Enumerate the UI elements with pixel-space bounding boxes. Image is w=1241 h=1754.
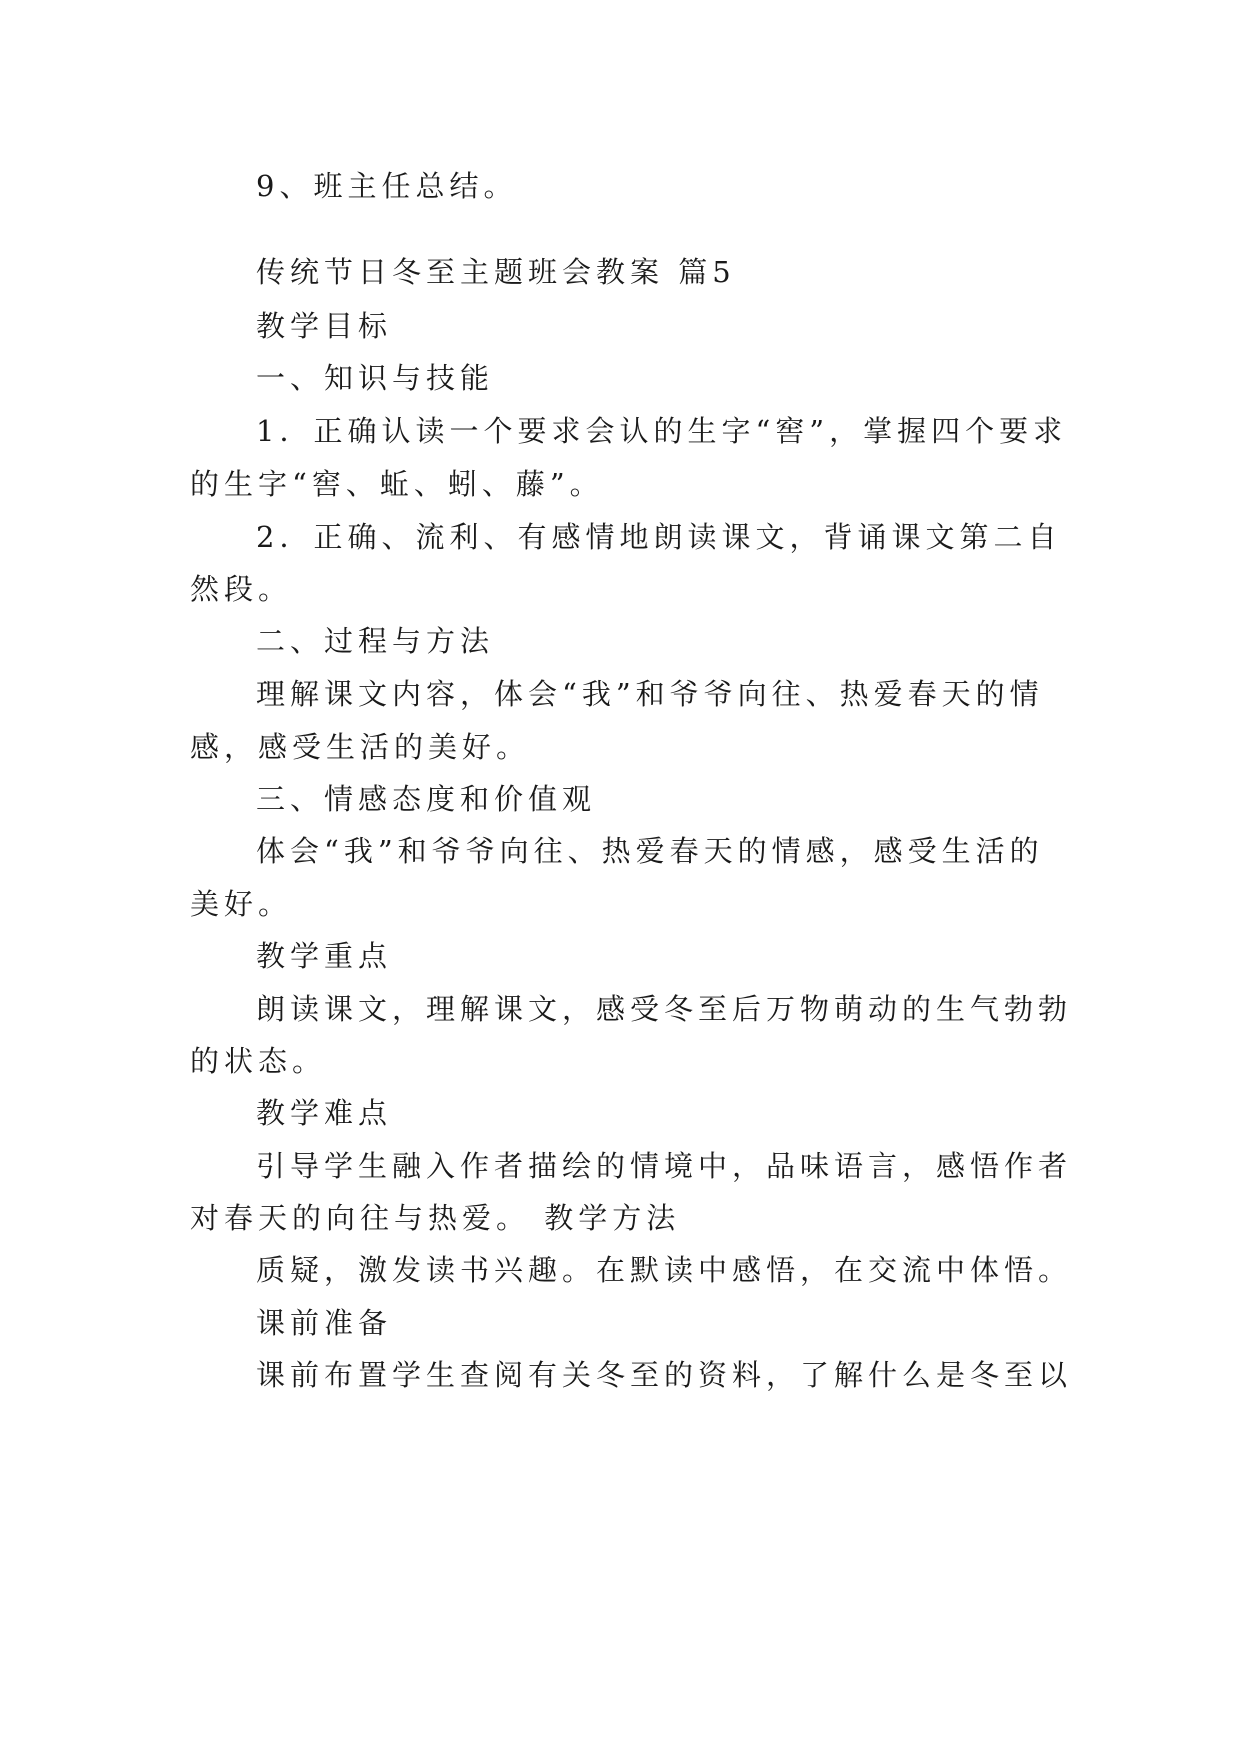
paragraph-line: 理解课文内容，体会“我”和爷爷向往、热爱春天的情 [256,677,1044,711]
paragraph-line: 引导学生融入作者描绘的情境中，品味语言，感悟作者 [256,1149,1073,1183]
paragraph-line: 朗读课文，理解课文，感受冬至后万物萌动的生气勃勃 [256,992,1073,1026]
heading-class-preparation: 课前准备 [256,1306,393,1340]
paragraph-line: 然段。 [190,572,293,606]
subheading-knowledge-skills: 一、知识与技能 [256,361,495,395]
paragraph-line: 质疑，激发读书兴趣。在默读中感悟，在交流中体悟。 [256,1253,1073,1287]
section-title: 传统节日冬至主题班会教案 篇5 [256,255,736,289]
paragraph-line: 的状态。 [190,1044,327,1078]
subheading-emotion-values: 三、情感态度和价值观 [256,782,597,816]
paragraph-line: 2．正确、流利、有感情地朗读课文，背诵课文第二自 [256,520,1062,554]
paragraph-line: 美好。 [190,887,293,921]
summary-item: 9、班主任总结。 [256,169,518,203]
paragraph-line: 1．正确认读一个要求会认的生字“窖”，掌握四个要求 [256,414,1068,448]
heading-teaching-difficulty: 教学难点 [256,1096,393,1130]
paragraph-line: 对春天的向往与热爱。 教学方法 [190,1201,681,1235]
heading-teaching-focus: 教学重点 [256,939,393,973]
paragraph-line: 课前布置学生查阅有关冬至的资料，了解什么是冬至以 [256,1358,1073,1392]
paragraph-line: 体会“我”和爷爷向往、热爱春天的情感，感受生活的 [256,834,1044,868]
paragraph-line: 感，感受生活的美好。 [190,730,531,764]
paragraph-line: 的生字“窖、蚯、蚓、藤”。 [190,467,604,501]
heading-teaching-goals: 教学目标 [256,309,393,343]
subheading-process-method: 二、过程与方法 [256,624,495,658]
